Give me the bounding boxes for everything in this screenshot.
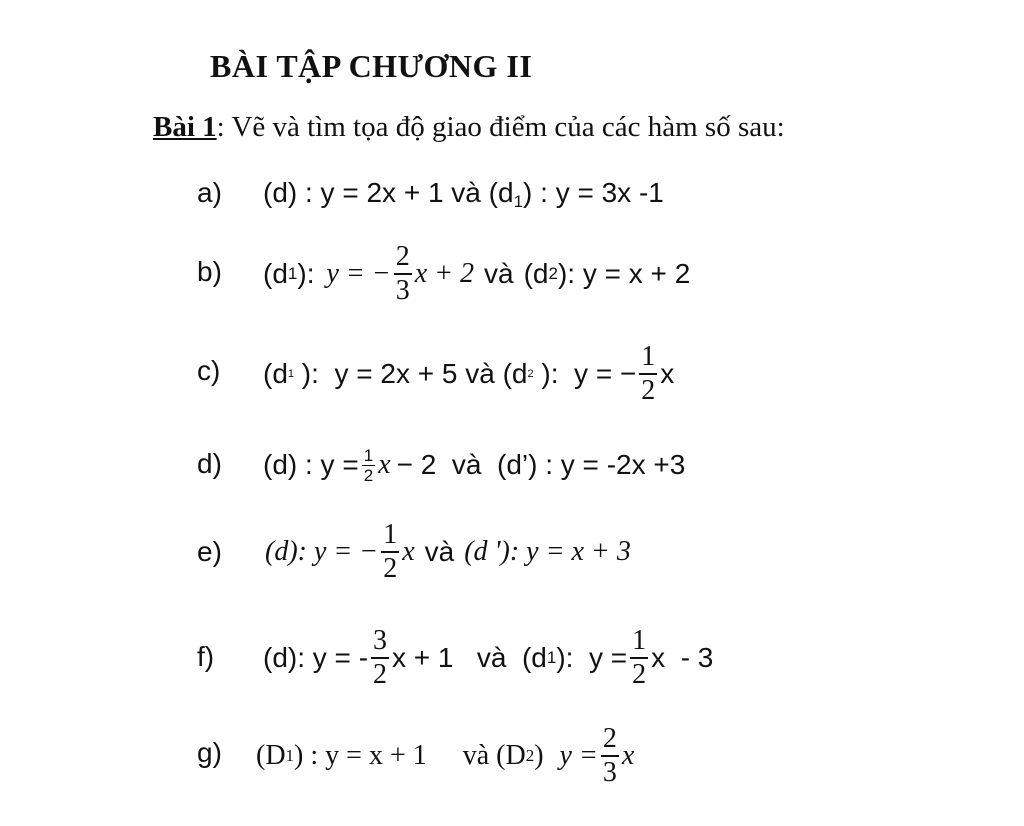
- item-a-equation: [263, 177, 664, 212]
- exercise-heading: [153, 111, 785, 144]
- item-f-num-2: 1: [630, 627, 648, 659]
- item-e-var: x: [402, 536, 415, 567]
- exercise-instruction: : Vẽ và tìm tọa độ giao điểm của các hàm số sau:: [216, 111, 785, 143]
- item-g-d1: (D: [256, 740, 286, 771]
- item-b-rhs: x + 2: [414, 258, 475, 289]
- item-c-fraction: [639, 343, 657, 405]
- item-c-d1: (d: [263, 358, 288, 389]
- item-d-equation: [263, 432, 685, 498]
- item-d-var: x: [378, 449, 391, 480]
- item-g-den: 3: [602, 757, 617, 788]
- item-d-fraction: [362, 447, 375, 484]
- item-b-fraction: [394, 243, 412, 305]
- item-c-d2-sub: 2: [527, 368, 534, 380]
- item-a-sub: 1: [513, 192, 524, 211]
- item-a-text-3: ) : y = 3x -1: [523, 177, 664, 208]
- item-f-den-2: 2: [632, 659, 647, 690]
- item-e-post: (d '): y = x + 3: [464, 536, 631, 567]
- item-g-d2-sub: 2: [525, 746, 535, 765]
- item-g-fraction: [601, 725, 619, 787]
- item-b-equation: [263, 236, 690, 312]
- item-f-sub: 1: [546, 648, 557, 667]
- item-f-pre: (d): y = -: [263, 642, 369, 673]
- item-g-d2-close: ): [534, 740, 544, 771]
- item-g-va: và (D: [462, 740, 526, 771]
- item-c-d1-sub: 1: [287, 368, 295, 380]
- item-d-label: d): [197, 448, 222, 479]
- page-title: BÀI TẬP CHƯƠNG II: [210, 48, 533, 84]
- item-c-label: c): [197, 355, 221, 386]
- item-f-den-1: 2: [373, 659, 388, 690]
- item-b-den: 3: [395, 275, 410, 306]
- item-d-pre: (d) : y =: [263, 449, 359, 480]
- item-c-rest: ): y = −: [533, 358, 637, 389]
- item-e-va: và: [424, 536, 455, 567]
- item-d-post: − 2 và (d’) : y = -2x +3: [396, 449, 686, 480]
- item-f-num-1: 3: [371, 627, 389, 659]
- item-c-den: 2: [641, 375, 656, 406]
- item-c-equation: [263, 336, 674, 412]
- item-d-den: 2: [363, 465, 374, 485]
- item-a-text-2: (d: [488, 177, 514, 208]
- exercise-label: Bài 1: [153, 111, 217, 143]
- item-e-label: e): [197, 536, 222, 567]
- item-g-num: 2: [601, 725, 619, 757]
- item-g-d1-sub: 1: [285, 746, 295, 765]
- item-b-d2: (d: [523, 258, 549, 289]
- item-a-text-1: (d) : y = 2x + 1 và: [263, 177, 481, 208]
- item-e-den: 2: [383, 553, 398, 584]
- item-f-post: x - 3: [651, 642, 714, 673]
- item-f-mid: x + 1 và (d: [392, 642, 547, 673]
- item-d-num: 1: [363, 445, 374, 465]
- item-b-label: b): [197, 256, 222, 287]
- item-g-lhs: y =: [559, 740, 598, 771]
- item-b-d1-close: ):: [297, 258, 315, 289]
- item-g-equation: [256, 718, 634, 794]
- item-b-lhs: y = −: [326, 258, 391, 289]
- item-f-fraction-1: [371, 627, 389, 689]
- item-c-mid: ): y = 2x + 5 và (d: [294, 358, 528, 389]
- item-g-var: x: [621, 740, 635, 771]
- item-f-equation: [263, 620, 713, 696]
- item-e-fraction: [381, 521, 399, 583]
- item-f-mid2: ): y =: [556, 642, 628, 673]
- item-e-pre: (d): y = −: [265, 536, 379, 567]
- item-b-d1: (d: [263, 258, 288, 289]
- item-e-equation: [265, 514, 631, 590]
- item-f-fraction-2: [630, 627, 648, 689]
- item-a-label: a): [197, 177, 222, 208]
- item-b-d2-rest: ): y = x + 2: [557, 258, 691, 289]
- item-b-d1-sub: 1: [287, 264, 298, 283]
- item-g-label: g): [197, 737, 222, 768]
- item-g-d1-rest: ) : y = x + 1: [294, 740, 427, 771]
- item-c-tail: x: [660, 358, 675, 389]
- item-b-d2-sub: 2: [548, 264, 558, 283]
- item-c-num: 1: [639, 343, 657, 375]
- item-b-num: 2: [394, 243, 412, 275]
- item-b-va: và: [484, 258, 514, 289]
- item-e-num: 1: [381, 521, 399, 553]
- item-f-label: f): [197, 641, 215, 672]
